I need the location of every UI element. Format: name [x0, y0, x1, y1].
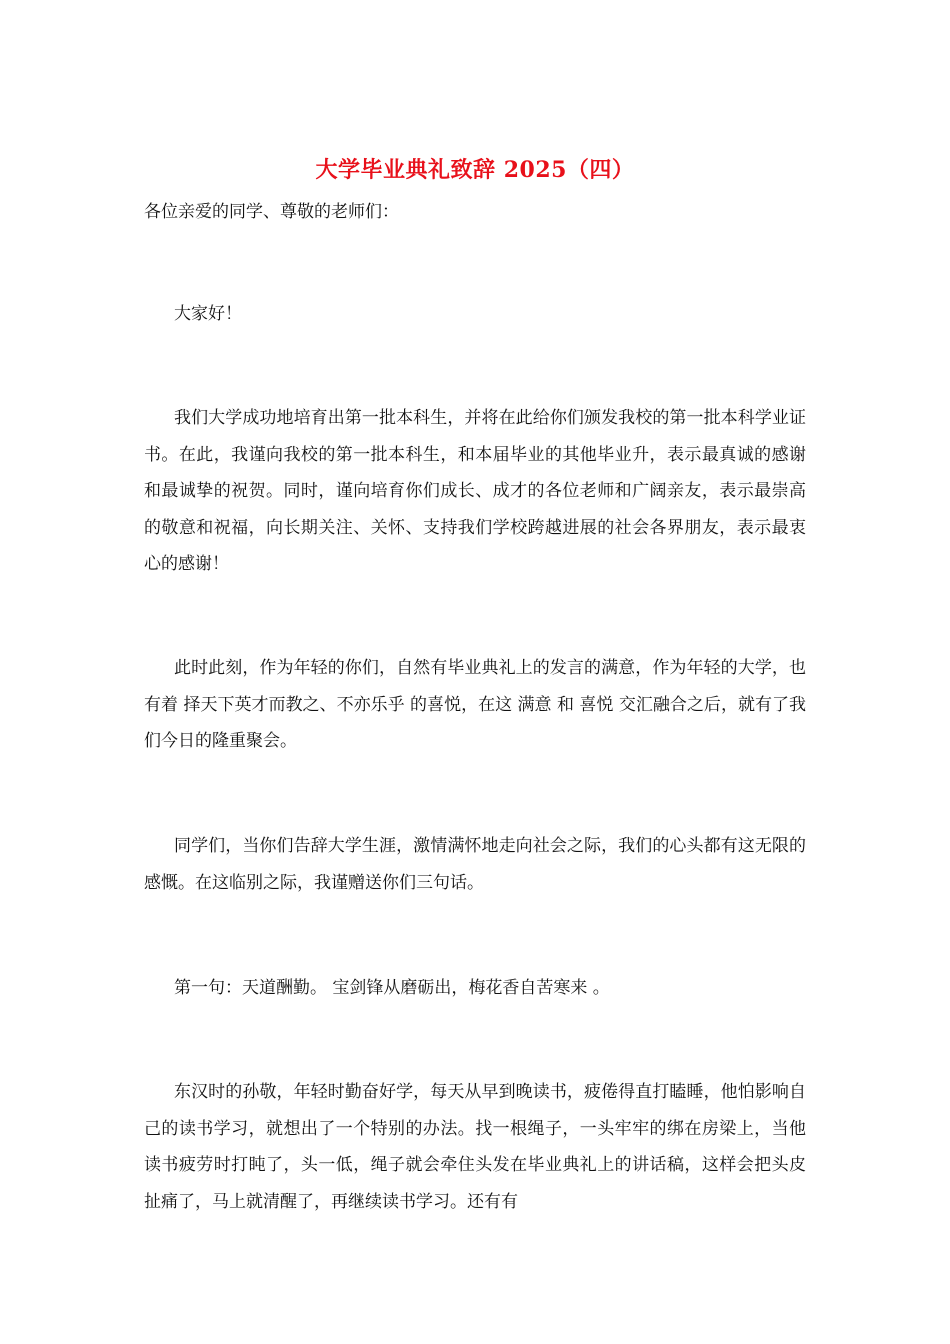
- paragraph-sun-jing-story: 东汉时的孙敬，年轻时勤奋好学，每天从早到晚读书，疲倦得直打瞌睡，他怕影响自己的读书学习，就想出了一个特别的办法。找一根绳子，一头牢牢的绑在房梁上，当他读书疲劳时打盹了，头一低，绳子就会牵住头发在毕业典礼上的讲话稿，这样会把头皮扯痛了，马上就清醒了，再继续读书学习。还有有: [144, 1082, 806, 1212]
- paragraph-congratulations: 我们大学成功地培育出第一批本科生，并将在此给你们颁发我校的第一批本科学业证书。在此，我谨向我校的第一批本科生，和本届毕业的其他毕业升，表示最真诚的感谢和最诚挚的祝贺。同时，谨向培育你们成长、成才的各位老师和广阔亲友，表示最崇高的敬意和祝福，向长期关注、关怀、支持我们学校跨越进展的社会各界朋友，表示最衷心的感谢！: [144, 408, 806, 574]
- paragraph-first-saying: 第一句：天道酬勤。 宝剑锋从磨砺出，梅花香自苦寒来 。: [174, 978, 610, 998]
- paragraph-farewell: 同学们，当你们告辞大学生涯，激情满怀地走向社会之际，我们的心头都有这无限的感慨。在这临别之际，我谨赠送你们三句话。: [144, 836, 806, 893]
- salutation: 各位亲爱的同学、尊敬的老师们：: [144, 202, 399, 222]
- page-title: 大学毕业典礼致辞 2025（四）: [315, 157, 635, 183]
- paragraph-this-moment: 此时此刻，作为年轻的你们，自然有毕业典礼上的发言的满意，作为年轻的大学，也有着 择天下英才而教之、不亦乐乎 的喜悦，在这 满意 和 喜悦 交汇融合之后，就有了我们今日的隆重聚会。: [144, 658, 806, 751]
- paragraph-greeting: 大家好！: [174, 304, 242, 324]
